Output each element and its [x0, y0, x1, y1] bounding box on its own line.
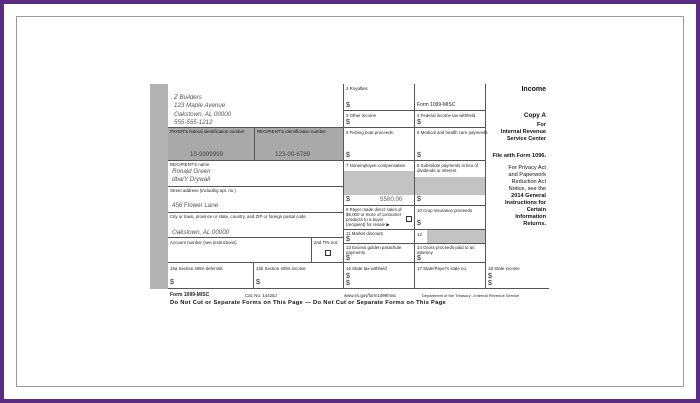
form-1099-misc [150, 84, 549, 309]
box-4-fed-tax: 4 Federal income tax withheld $ [415, 111, 486, 128]
payer-address: 123 Maple Avenue [174, 102, 226, 109]
box-10-crop: 10 Crop insurance proceeds $ [415, 206, 486, 230]
recipient-street-block: Street address (including apt. no.) 456 Flower Lane [168, 187, 344, 213]
footer-warning: Do Not Cut or Separate Forms on This Page — Do Not Cut or Separate Forms on This Page [170, 300, 447, 306]
recipient-id: RECIPIENT'S identification number 123-00-6789 [255, 128, 344, 161]
nonemployee-amount: 5500.00 [380, 196, 403, 203]
account-number: Account number (see instructions) [168, 238, 312, 263]
recipient-name-block: RECIPIENT'S name Ronald Green dba/Y Drywall [168, 161, 344, 187]
copy-a-block: Copy A For Internal Revenue Service Center [500, 112, 546, 142]
recipient-city: Oakstown, AL 00000 [172, 229, 230, 236]
payer-federal-id: PAYER'S federal identification number 10-9999999 [168, 128, 255, 161]
box-7-nonemployee: 7 Nonemployee compensation 5500.00 $ [344, 161, 415, 206]
box-15b: 15b Section 409A income $ [254, 263, 344, 289]
box-15a: 15a Section 409A deferrals $ [168, 263, 254, 289]
payer-phone: 555-555-1212 [174, 119, 213, 126]
footer-url: www.irs.gov/form1099misc [344, 293, 397, 298]
privacy-notice: For Privacy Act and Paperwork Reduction Act Notice, see the 2014 General Instructions for Certain Information Returns. [504, 165, 546, 227]
recipient-dba: dba/Y Drywall [172, 176, 211, 183]
payer-name: Z Builders [174, 94, 202, 101]
file-with-1096: File with Form 1096. [492, 153, 546, 159]
footer-cat: Cat. No. 14425J [245, 293, 277, 298]
box-16: 16 State tax withheld $ $ [344, 263, 415, 289]
recipient-street: 456 Flower Lane [172, 202, 219, 209]
box-18: 18 State income $ $ [486, 263, 549, 289]
second-tin: 2nd TIN not. [312, 238, 344, 263]
footer-dept: Department of the Treasury - Internal Revenue Service [422, 293, 520, 298]
recipient-city-block: City or town, province or state, country, and ZIP or foreign postal code Oakstown, AL 00000 [168, 213, 344, 238]
box-8-substitute: 8 Substitute payments in lieu of dividends or interest $ [415, 161, 486, 206]
payer-city: Oakstown, AL 00000 [174, 111, 232, 118]
second-tin-checkbox[interactable] [325, 250, 331, 256]
box-3-other-income: 3 Other income $ [344, 111, 415, 128]
box-12: 12 [415, 230, 486, 244]
box-13-golden-parachute: 13 Excess golden parachute payments $ [344, 244, 415, 263]
box-9-direct-sales: 9 Payer made direct sales of $5,000 or more of consumer products to a buyer (recipient) for resale ▶ [344, 206, 415, 230]
box-11-market-discount: 11 Market discount $ [344, 230, 415, 244]
box-17: 17 State/Payer's state no. [415, 263, 486, 289]
income-header: Income [521, 86, 546, 93]
footer-form: Form 1099-MISC [170, 292, 210, 298]
box-2-royalties: 2 Royalties $ [344, 84, 415, 111]
recipient-name: Ronald Green [172, 168, 211, 175]
direct-sales-checkbox[interactable] [406, 216, 412, 222]
box-14-attorney: 14 Gross proceeds paid to an attorney $ [415, 244, 486, 263]
form-title-cell: Form 1099-MISC [415, 84, 486, 111]
box-5-fishing: 5 Fishing boat proceeds $ [344, 128, 415, 161]
box-6-medical: 6 Medical and health care payments $ [417, 130, 488, 159]
left-gray-strip [150, 84, 168, 289]
payer-block [168, 84, 344, 128]
